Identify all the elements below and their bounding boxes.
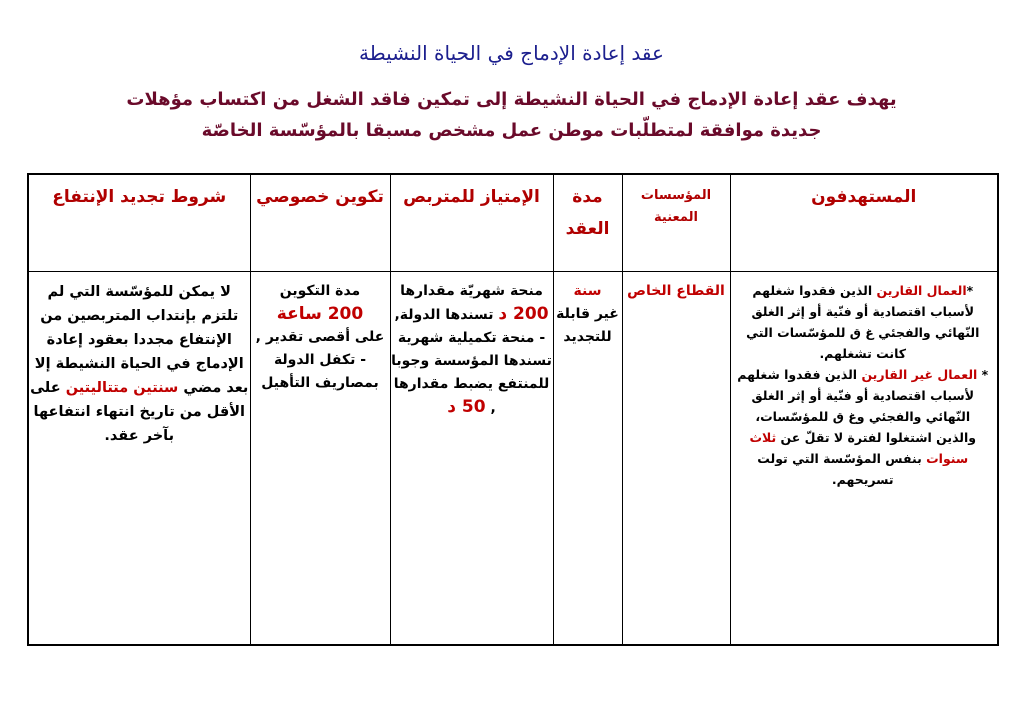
subtitle-line-2: جديدة موافقة لمتطلّبات موطن عمل مشخص مسبقا بالمؤسّسة الخاصّة (201, 120, 822, 141)
header-beneficiaries: المستهدفون (730, 174, 998, 272)
cell-privilege: منحة شهريّة مقدارها 200 د تسندها الدولة, - منحة تكميلية شهرية تسندها المؤسسة وجوبا للمنتفع يضبط مقدارها , 50 د (390, 272, 553, 646)
contract-table (27, 173, 999, 646)
subtitle-line-1: يهدف عقد إعادة الإدماج في الحياة النشيطة إلى تمكين فاقد الشغل من اكتساب مؤهلات (126, 89, 897, 110)
page-subtitle (30, 84, 993, 146)
beneficiary-permanent-workers: *العمال القارين الذين فقدوا شغلهم لأسباب اقتصادية أو فنّية أو إثر الغلق النّهائي والفجئي غ ق للمؤسّسات التي كانت تشغلهم. (746, 283, 980, 361)
beneficiary-temporary-workers: * العمال غير القارين الذين فقدوا شغلهم لأسباب اقتصادية أو فنّية أو إثر الغلق النّهائي والفجئي وغ ق للمؤسّسات، والذين اشتغلوا لفترة لا تقلّ عن ثلاث سنوات بنفس المؤسّسة التي تولت تسريحهم. (737, 367, 989, 487)
cell-training: مدة التكوين 200 ساعة على أقصى تقدير , - تكفل الدولة بمصاريف التأهيل (250, 272, 390, 646)
table-header-row (28, 174, 998, 272)
header-duration: مدة العقد (553, 174, 622, 272)
header-training: تكوين خصوصي (250, 174, 390, 272)
header-privilege: الإمتياز للمتربص (390, 174, 553, 272)
header-renewal: شروط تجديد الإنتفاع (28, 174, 250, 272)
cell-renewal: لا يمكن للمؤسّسة التي لم تلتزم بإنتداب المتربصين من الإنتفاع مجددا بعقود إعادة الإدماج في الحياة النشيطة إلا بعد مضي سنتين متتاليتين على الأقل من تاريخ انتهاء انتفاعها بآخر عقد. (28, 272, 250, 646)
cell-beneficiaries (730, 272, 998, 646)
cell-duration: سنة غير قابلة للتجديد (553, 272, 622, 646)
cell-institutions: القطاع الخاص (622, 272, 730, 646)
page-title: عقد إعادة الإدماج في الحياة النشيطة (359, 41, 664, 65)
table-row (28, 272, 998, 646)
header-institutions: المؤسسات المعنية (622, 174, 730, 272)
